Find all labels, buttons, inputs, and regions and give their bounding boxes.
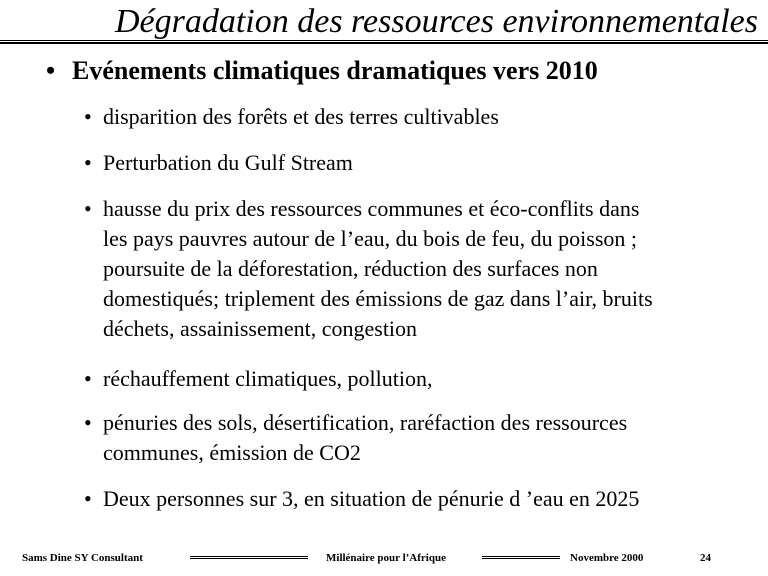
bullet-icon: • <box>84 366 92 391</box>
main-bullet <box>46 56 598 86</box>
list-item-text <box>103 102 764 132</box>
footer-divider <box>190 556 308 559</box>
footer-author: Sams Dine SY Consultant <box>22 552 143 564</box>
list-item <box>84 484 764 514</box>
text-line: domestiqués; triplement des émissions de gaz dans l’air, bruits <box>103 286 653 311</box>
text-line: réchauffement climatiques, pollution, <box>103 366 433 391</box>
list-item <box>84 148 764 178</box>
slide-title: Dégradation des ressources environnementales <box>114 3 758 40</box>
footer-divider <box>482 556 560 559</box>
text-line: les pays pauvres autour de l’eau, du bois de feu, du poisson ; <box>103 226 637 251</box>
list-item <box>84 194 764 344</box>
list-item <box>84 408 764 468</box>
list-item-text <box>103 194 764 344</box>
bullet-icon: • <box>84 486 92 511</box>
list-item-text <box>103 408 764 468</box>
text-line: Perturbation du Gulf Stream <box>103 150 353 175</box>
footer-date: Novembre 2000 <box>570 552 644 564</box>
text-line: disparition des forêts et des terres cultivables <box>103 104 499 129</box>
text-line: poursuite de la déforestation, réduction des surfaces non <box>103 256 598 281</box>
bullet-icon: • <box>84 150 92 175</box>
text-line: déchets, assainissement, congestion <box>103 316 418 341</box>
slide-footer <box>0 548 768 568</box>
main-bullet-text: Evénements climatiques dramatiques vers 2010 <box>72 56 598 85</box>
list-item-text <box>103 484 764 514</box>
text-line: pénuries des sols, désertification, raréfaction des ressources <box>103 410 628 435</box>
page-number: 24 <box>700 552 711 564</box>
bullet-icon: • <box>84 196 92 221</box>
text-line: communes, émission de CO2 <box>103 440 361 465</box>
list-item-text <box>103 364 764 394</box>
bullet-icon: • <box>84 104 92 129</box>
footer-event: Millénaire pour l’Afrique <box>326 552 446 564</box>
list-item <box>84 364 764 394</box>
bullet-icon: • <box>84 410 92 435</box>
text-line: hausse du prix des ressources communes et éco-conflits dans <box>103 196 640 221</box>
bullet-icon: • <box>46 56 56 85</box>
list-item-text <box>103 148 764 178</box>
title-divider <box>0 40 768 44</box>
text-line: Deux personnes sur 3, en situation de pénurie d ’eau en 2025 <box>103 486 640 511</box>
list-item <box>84 102 764 132</box>
